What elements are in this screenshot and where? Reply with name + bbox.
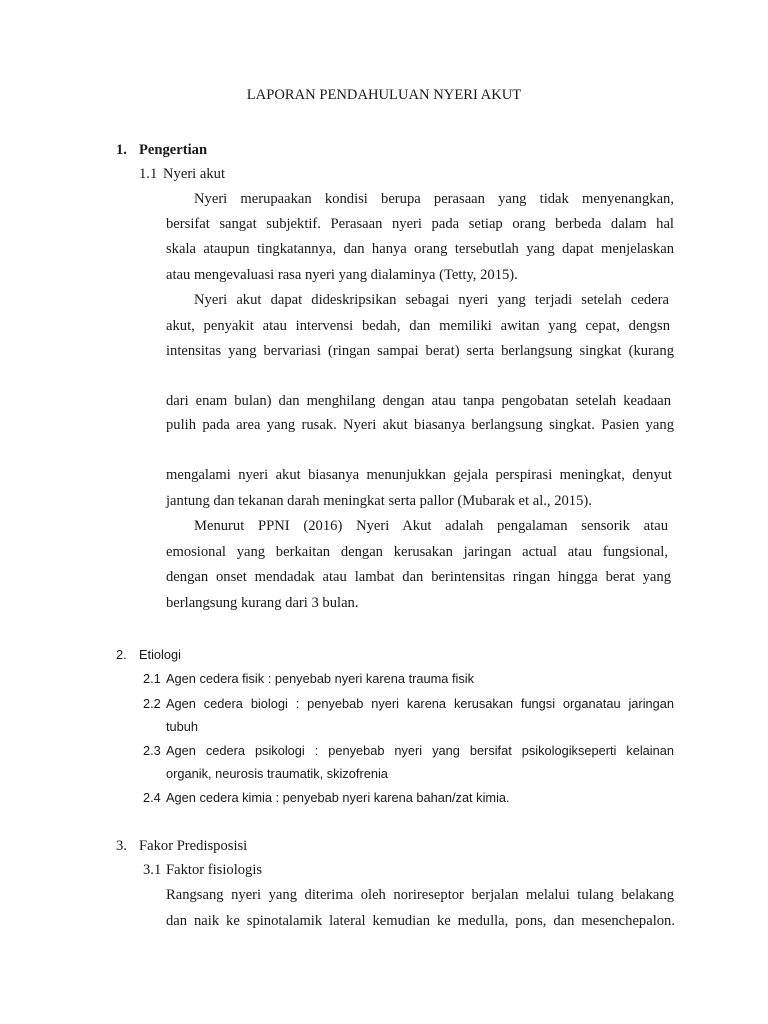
section-number: 2. bbox=[116, 647, 127, 662]
list-item-text: Agen cedera biologi : penyebab nyeri karena kerusakan fungsi organatau jaringan bbox=[166, 696, 674, 711]
subsection-number: 1.1 bbox=[139, 166, 158, 182]
section-heading-predisposisi: Fakor Predisposisi bbox=[139, 838, 248, 854]
paragraph-line: Rangsang nyeri yang diterima oleh norireseptor berjalan melalui tulang belakang bbox=[166, 887, 674, 903]
paragraph-line: intensitas yang bervariasi (ringan sampai berat) serta berlangsung singkat (kurang bbox=[166, 343, 674, 359]
list-item-number: 2.4 bbox=[143, 790, 161, 805]
paragraph-line: Nyeri merupaakan kondisi berupa perasaan yang tidak menyenangkan, bbox=[194, 191, 674, 207]
subsection-heading-faktor-fisiologis: Faktor fisiologis bbox=[166, 862, 263, 878]
paragraph-line: dan naik ke spinotalamik lateral kemudian ke medulla, pons, dan mesenchepalon. bbox=[166, 913, 675, 929]
section-heading-etiologi: Etiologi bbox=[139, 647, 181, 662]
paragraph-line: Menurut PPNI (2016) Nyeri Akut adalah pengalaman sensorik atau bbox=[194, 518, 668, 534]
paragraph-line: atau mengevaluasi rasa nyeri yang dialaminya (Tetty, 2015). bbox=[166, 267, 518, 283]
paragraph-line: skala ataupun tingkatannya, dan hanya orang tersebutlah yang dapat menjelaskan bbox=[166, 241, 674, 257]
list-item-continuation: tubuh bbox=[166, 719, 199, 734]
paragraph-line: pulih pada area yang rusak. Nyeri akut biasanya berlangsung singkat. Pasien yang bbox=[166, 417, 674, 433]
list-item-continuation: organik, neurosis traumatik, skizofrenia bbox=[166, 766, 388, 781]
paragraph-line: Nyeri akut dapat dideskripsikan sebagai nyeri yang terjadi setelah cedera bbox=[194, 292, 669, 308]
list-item-number: 2.3 bbox=[143, 743, 161, 758]
paragraph-line: dari enam bulan) dan menghilang dengan atau tanpa pengobatan setelah keadaan bbox=[166, 393, 671, 409]
section-number: 3. bbox=[116, 838, 127, 854]
paragraph-line: emosional yang berkaitan dengan kerusakan jaringan actual atau fungsional, bbox=[166, 544, 668, 560]
paragraph-line: akut, penyakit atau intervensi bedah, dan memiliki awitan yang cepat, dengsn bbox=[166, 318, 670, 334]
paragraph-line: bersifat sangat subjektif. Perasaan nyeri pada setiap orang berbeda dalam hal bbox=[166, 216, 674, 232]
list-item-text: Agen cedera kimia : penyebab nyeri karena bahan/zat kimia. bbox=[166, 790, 510, 805]
document-title: LAPORAN PENDAHULUAN NYERI AKUT bbox=[246, 87, 522, 103]
paragraph-line: dengan onset mendadak atau lambat dan berintensitas ringan hingga berat yang bbox=[166, 569, 671, 585]
paragraph-line: mengalami nyeri akut biasanya menunjukkan gejala perspirasi meningkat, denyut bbox=[166, 467, 672, 483]
section-number: 1. bbox=[116, 142, 127, 158]
paragraph-line: berlangsung kurang dari 3 bulan. bbox=[166, 595, 359, 611]
subsection-heading-nyeri-akut: Nyeri akut bbox=[163, 166, 226, 182]
section-heading-pengertian: Pengertian bbox=[139, 142, 208, 158]
paragraph-line: jantung dan tekanan darah meningkat serta pallor (Mubarak et al., 2015). bbox=[166, 493, 592, 509]
list-item-number: 2.1 bbox=[143, 671, 161, 686]
subsection-number: 3.1 bbox=[143, 862, 162, 878]
list-item-number: 2.2 bbox=[143, 696, 161, 711]
list-item-text: Agen cedera fisik : penyebab nyeri karena trauma fisik bbox=[166, 671, 475, 686]
list-item-text: Agen cedera psikologi : penyebab nyeri yang bersifat psikologikseperti kelainan bbox=[166, 743, 674, 758]
